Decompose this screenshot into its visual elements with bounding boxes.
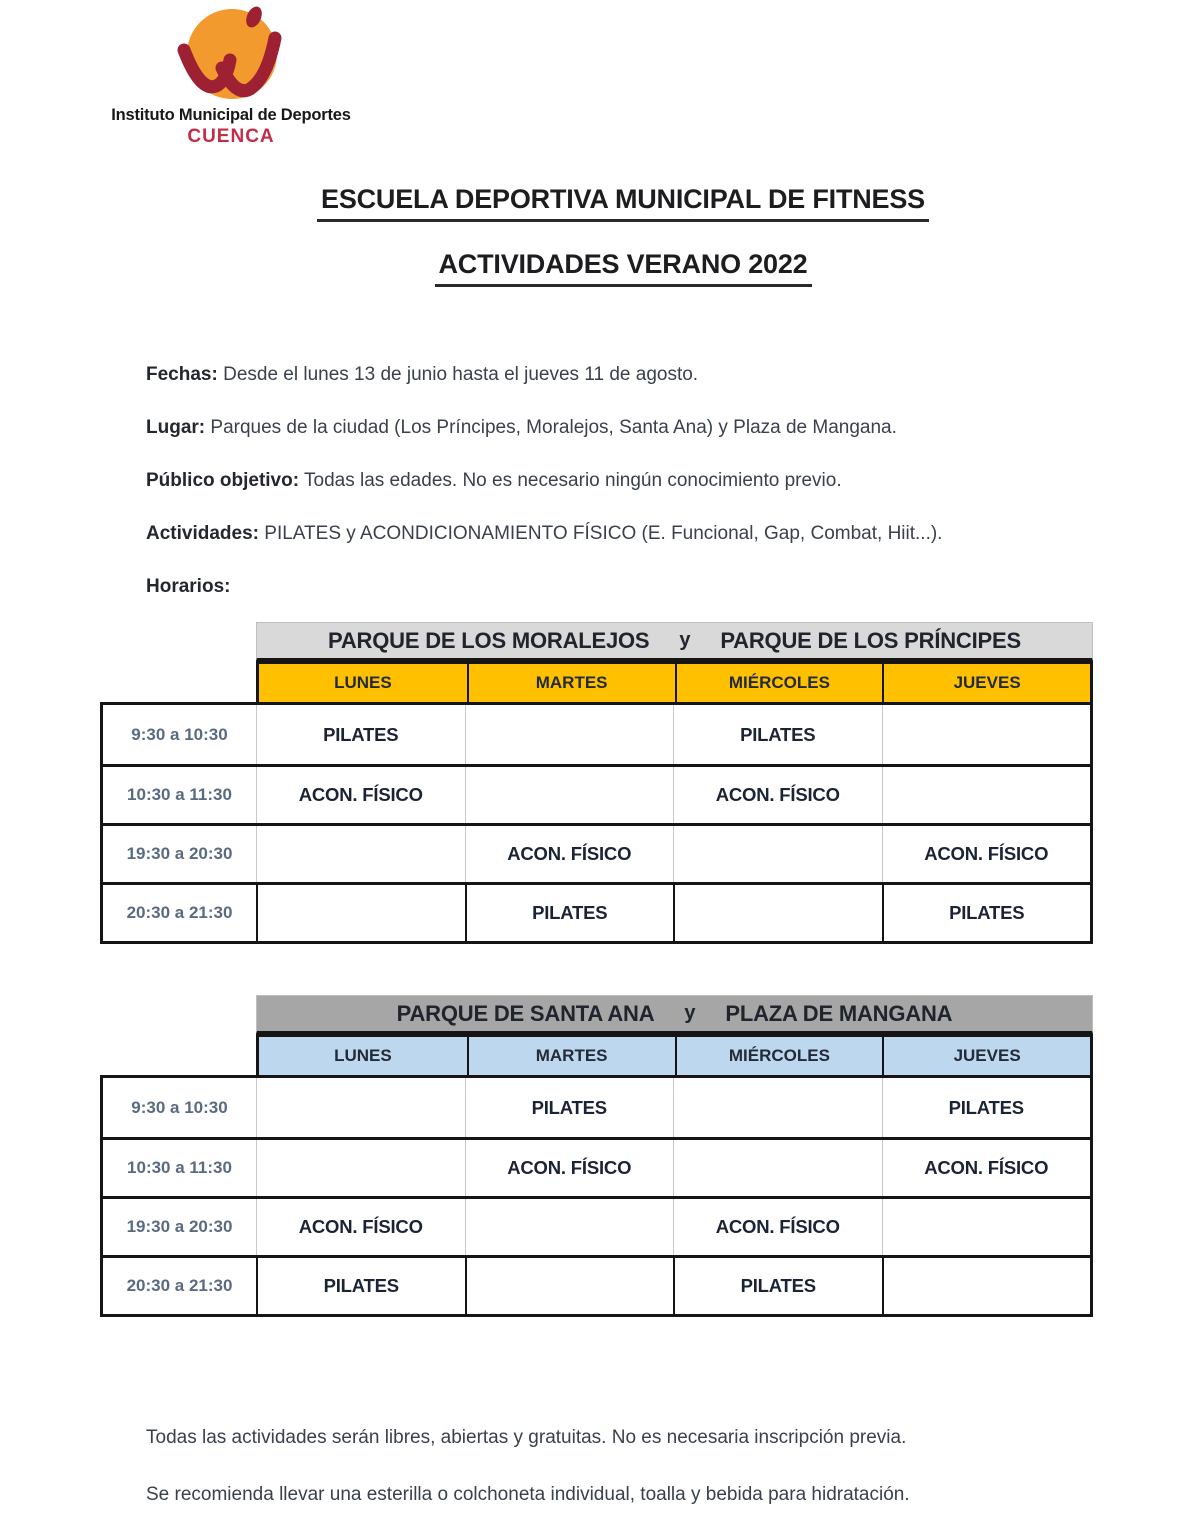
day-header-lunes: LUNES (334, 1046, 392, 1065)
activity-cell: ACON. FÍSICO (465, 826, 674, 882)
time-slot: 20:30 a 21:30 (126, 903, 233, 922)
activity-cell: ACON. FÍSICO (256, 1199, 465, 1255)
day-header-miercoles: MIÉRCOLES (675, 1037, 883, 1075)
table-title-left: PARQUE DE SANTA ANA (396, 1000, 655, 1026)
schedule-row (103, 823, 1090, 882)
activity-cell: PILATES (465, 885, 674, 941)
activity-cell (673, 826, 882, 882)
table-title-conjunction: y (684, 1002, 696, 1024)
activity-cell: ACON. FÍSICO (882, 1140, 1091, 1196)
info-text: Parques de la ciudad (Los Príncipes, Moralejos, Santa Ana) y Plaza de Mangana. (210, 417, 897, 438)
activity-cell (465, 1199, 674, 1255)
info-line-horarios (146, 575, 1120, 598)
activity-cell: ACON. FÍSICO (465, 1140, 674, 1196)
day-header-row (256, 1034, 1093, 1075)
day-header-lunes: LUNES (334, 673, 392, 692)
activity-cell: PILATES (256, 1258, 465, 1314)
day-header-jueves: JUEVES (882, 664, 1090, 702)
schedule-table-moralejos-principes (100, 622, 1093, 944)
page-subtitle: ACTIVIDADES VERANO 2022 (435, 249, 812, 287)
table-title-bar (256, 622, 1093, 661)
activity-cell (882, 1258, 1091, 1314)
schedule-row (103, 1196, 1090, 1255)
page-title: ESCUELA DEPORTIVA MUNICIPAL DE FITNESS (317, 184, 929, 222)
activity-cell (882, 767, 1091, 823)
activity-cell: PILATES (256, 705, 465, 764)
activity-cell: PILATES (673, 705, 882, 764)
activity-cell: PILATES (882, 885, 1091, 941)
org-logo (86, 4, 376, 148)
time-slot: 10:30 a 11:30 (127, 785, 232, 804)
footer-note-free: Todas las actividades serán libres, abiertas y gratuitas. No es necesaria inscripción previa. (146, 1427, 907, 1448)
info-label: Lugar: (146, 417, 206, 438)
schedule-row (103, 882, 1090, 941)
time-slot: 19:30 a 20:30 (126, 1217, 233, 1236)
activity-cell: PILATES (882, 1078, 1091, 1137)
schedule-row (103, 1078, 1090, 1137)
activity-cell (673, 885, 882, 941)
info-label: Fechas: (146, 364, 218, 385)
table-title-left: PARQUE DE LOS MORALEJOS (328, 627, 650, 653)
info-text: PILATES y ACONDICIONAMIENTO FÍSICO (E. Funcional, Gap, Combat, Hiit...). (264, 523, 943, 544)
time-slot: 10:30 a 11:30 (127, 1158, 232, 1177)
activity-cell (673, 1078, 882, 1137)
schedule-row (103, 1137, 1090, 1196)
activity-cell (256, 1078, 465, 1137)
schedule-body (100, 1075, 1093, 1317)
day-header-row (256, 661, 1093, 702)
day-header-martes: MARTES (467, 1037, 675, 1075)
time-slot: 20:30 a 21:30 (126, 1276, 233, 1295)
info-label: Público objetivo: (146, 470, 300, 491)
activity-cell (465, 1258, 674, 1314)
footer-note-equipment: Se recomienda llevar una esterilla o colchoneta individual, toalla y bebida para hidratación. (146, 1484, 910, 1505)
schedule-table-santaana-mangana (100, 995, 1093, 1317)
schedule-row (103, 764, 1090, 823)
info-text: Todas las edades. No es necesario ningún conocimiento previo. (304, 470, 842, 491)
info-text: Desde el lunes 13 de junio hasta el jueves 11 de agosto. (223, 364, 699, 385)
activity-cell (673, 1140, 882, 1196)
activity-cell (882, 705, 1091, 764)
schedule-row (103, 705, 1090, 764)
info-label: Actividades: (146, 523, 259, 544)
footer-notes (146, 1426, 1140, 1540)
time-slot: 9:30 a 10:30 (131, 1097, 228, 1117)
info-label: Horarios: (146, 576, 231, 597)
activity-cell: ACON. FÍSICO (882, 826, 1091, 882)
activity-cell: ACON. FÍSICO (256, 767, 465, 823)
day-header-jueves: JUEVES (882, 1037, 1090, 1075)
info-line-actividades (146, 522, 1120, 545)
table-title-bar (256, 995, 1093, 1034)
activity-cell (256, 1140, 465, 1196)
org-name: Instituto Municipal de Deportes (111, 106, 351, 124)
activity-cell (465, 705, 674, 764)
activity-cell: PILATES (465, 1078, 674, 1137)
table-title-conjunction: y (679, 629, 691, 651)
table-title-right: PLAZA DE MANGANA (725, 1000, 953, 1026)
info-line-fechas (146, 363, 1120, 386)
activity-cell (882, 1199, 1091, 1255)
info-block (146, 363, 1120, 628)
activity-cell: PILATES (673, 1258, 882, 1314)
imd-cuenca-logo-icon (86, 4, 376, 104)
day-header-miercoles: MIÉRCOLES (675, 664, 883, 702)
time-slot: 9:30 a 10:30 (131, 724, 228, 744)
org-city: CUENCA (187, 126, 275, 147)
activity-cell (256, 826, 465, 882)
activity-cell (465, 767, 674, 823)
info-line-lugar (146, 416, 1120, 439)
time-slot: 19:30 a 20:30 (126, 844, 233, 863)
activity-cell: ACON. FÍSICO (673, 767, 882, 823)
activity-cell: ACON. FÍSICO (673, 1199, 882, 1255)
table-title-right: PARQUE DE LOS PRÍNCIPES (720, 627, 1021, 653)
day-header-martes: MARTES (467, 664, 675, 702)
schedule-row (103, 1255, 1090, 1314)
info-line-publico (146, 469, 1120, 492)
schedule-body (100, 702, 1093, 944)
activity-cell (256, 885, 465, 941)
